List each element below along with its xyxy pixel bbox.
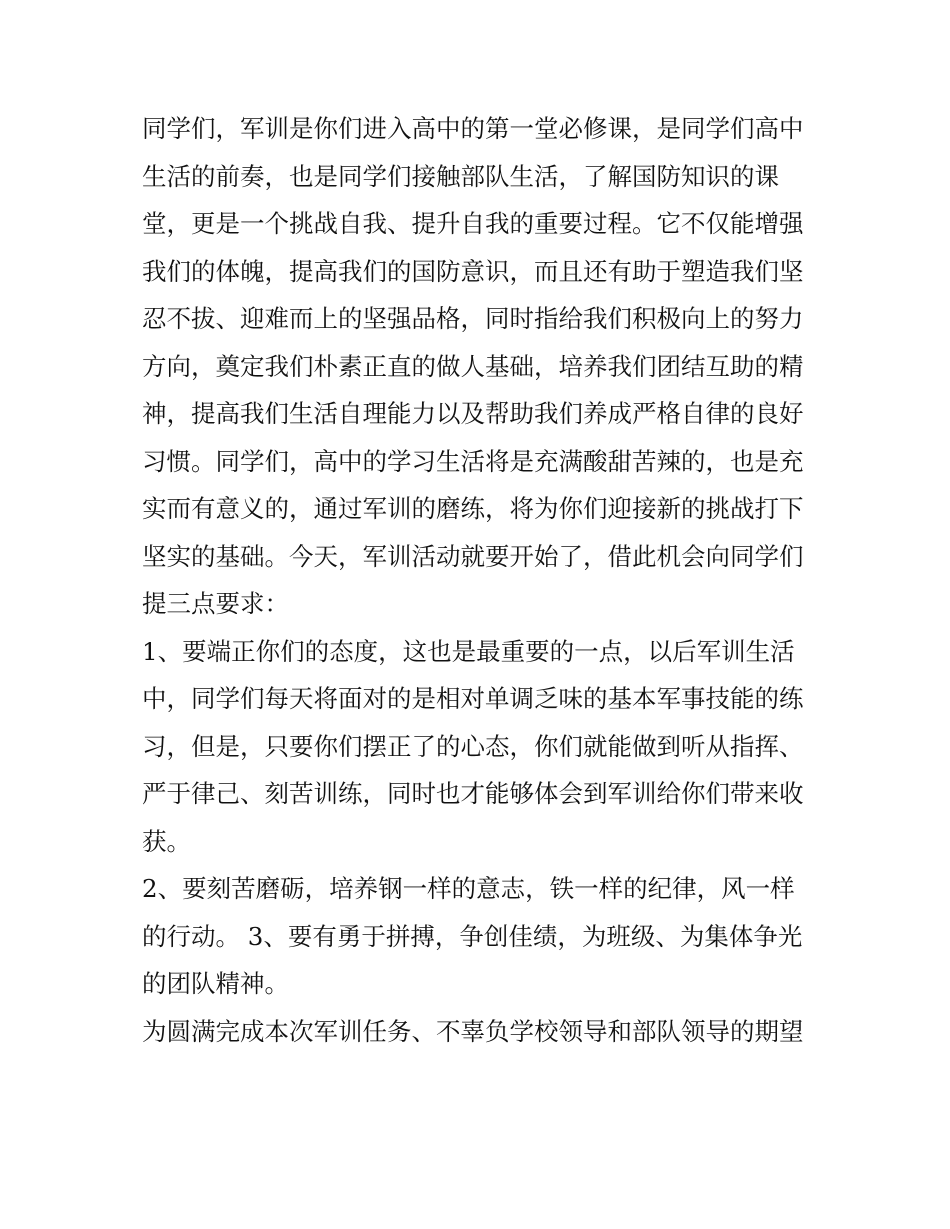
document-body — [142, 105, 822, 1055]
text-line: 方向，奠定我们朴素正直的做人基础，培养我们团结互助的精 — [142, 351, 804, 381]
text-line: 习惯。同学们，高中的学习生活将是充满酸甜苦辣的，也是充 — [142, 446, 804, 476]
text-line: 习，但是，只要你们摆正了的心态，你们就能做到听从指挥、 — [142, 731, 804, 761]
text-line: 坚实的基础。今天，军训活动就要开始了，借此机会向同学们 — [142, 541, 804, 571]
text-line: 生活的前奏，也是同学们接触部队生活，了解国防知识的课 — [142, 161, 779, 191]
text-line: 中，同学们每天将面对的是相对单调乏味的基本军事技能的练 — [142, 684, 804, 713]
text-line: 为圆满完成本次军训任务、不辜负学校领导和部队领导的期望 — [142, 1016, 804, 1046]
text-line: 获。 — [142, 826, 191, 856]
text-line: 的行动。 3、要有勇于拼搏，争创佳绩，为班级、为集体争光 — [142, 921, 803, 951]
list-item-line: 1、要端正你们的态度，这也是最重要的一点，以后军训生活 — [142, 636, 795, 666]
text-line: 神，提高我们生活自理能力以及帮助我们养成严格自律的良好 — [142, 399, 804, 428]
text-line: 实而有意义的，通过军训的磨练，将为你们迎接新的挑战打下 — [142, 494, 804, 523]
text-line: 的团队精神。 — [142, 969, 289, 998]
text-line: 我们的体魄，提高我们的国防意识，而且还有助于塑造我们坚 — [142, 256, 804, 286]
text-line: 严于律己、刻苦训练，同时也才能够体会到军训给你们带来收 — [142, 779, 804, 808]
text-line: 提三点要求： — [142, 589, 289, 618]
text-line: 同学们，军训是你们进入高中的第一堂必修课，是同学们高中 — [142, 114, 804, 143]
text-line: 堂，更是一个挑战自我、提升自我的重要过程。它不仅能增强 — [142, 209, 804, 238]
list-item-line: 2、要刻苦磨砺，培养钢一样的意志，铁一样的纪律，风一样 — [142, 874, 795, 903]
text-line: 忍不拔、迎难而上的坚强品格，同时指给我们积极向上的努力 — [142, 304, 804, 333]
